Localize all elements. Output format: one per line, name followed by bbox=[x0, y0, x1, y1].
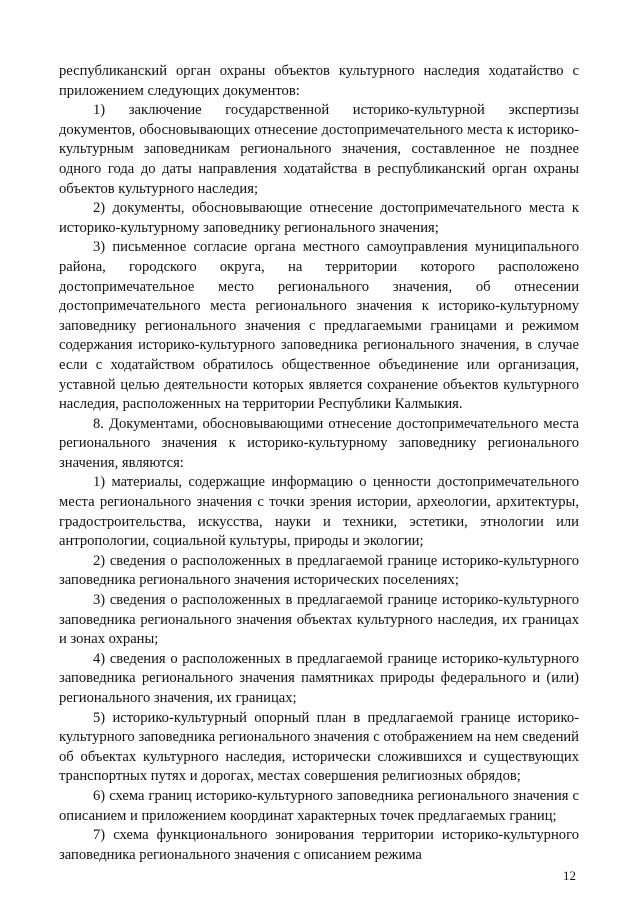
paragraph-item-1-materials: 1) материалы, содержащие информацию о ценности достопримечательного места регионального значения с точки зрения истории, археологии, архитектуры, градостроительства, искусства, науки и техники, эстетики, этнологии или антропологии, социальной культуры, природы и экологии; bbox=[59, 474, 579, 550]
document-body bbox=[59, 62, 579, 865]
paragraph-item-2-settlements: 2) сведения о расположенных в предлагаемой границе историко-культурного заповедника регионального значения исторических поселениях; bbox=[59, 552, 579, 589]
paragraph-item-3-consent: 3) письменное согласие органа местного самоуправления муниципального района, городского округа, на территории которого расположено достопримечательное место регионального значения, об отнесении достопримечательного места регионального значения к историко-культурному заповеднику регионального значения с предлагаемыми границами и режимом содержания историко-культурного заповедника регионального значения, в случае если с ходатайством обратилось общественное объединение или организация, уставной целью деятельности которых является сохранение объектов культурного наследия, расположенных на территории Республики Калмыкия. bbox=[59, 239, 579, 413]
paragraph-item-6-boundaries: 6) схема границ историко-культурного заповедника регионального значения с описанием и приложением координат характерных точек предлагаемых границ; bbox=[59, 787, 579, 824]
paragraph-section-8: 8. Документами, обосновывающими отнесение достопримечательного места регионального значения к историко-культурному заповеднику регионального значения, являются: bbox=[59, 415, 579, 471]
paragraph-item-7-zoning: 7) схема функционального зонирования территории историко-культурного заповедника регионального значения с описанием режима bbox=[59, 827, 579, 863]
paragraph-intro: республиканский орган охраны объектов культурного наследия ходатайство с приложением следующих документов: bbox=[59, 63, 579, 99]
paragraph-item-2-documents: 2) документы, обосновывающие отнесение достопримечательного места к историко-культурному заповеднику регионального значения; bbox=[59, 200, 579, 236]
paragraph-item-4-nature: 4) сведения о расположенных в предлагаемой границе историко-культурного заповедника регионального значения памятниках природы федерального и (или) регионального значения, их границах; bbox=[59, 650, 579, 706]
page-number: 12 bbox=[563, 868, 576, 883]
paragraph-item-3-heritage: 3) сведения о расположенных в предлагаемой границе историко-культурного заповедника регионального значения объектах культурного наследия, их границах и зонах охраны; bbox=[59, 592, 579, 648]
paragraph-item-1-expertise: 1) заключение государственной историко-культурной экспертизы документов, обосновывающих отнесение достопримечательного места к историко-культурным заповедникам регионального значения, составленное не позднее одного года до даты направления ходатайства в республиканский орган охраны объектов культурного наследия; bbox=[59, 102, 579, 197]
paragraph-item-5-plan: 5) историко-культурный опорный план в предлагаемой границе историко-культурного заповедника регионального значения с отображением на нем сведений об объектах культурного наследия, исторически сложившихся и существующих транспортных путях и дорогах, местах совершения религиозных обрядов; bbox=[59, 709, 579, 785]
